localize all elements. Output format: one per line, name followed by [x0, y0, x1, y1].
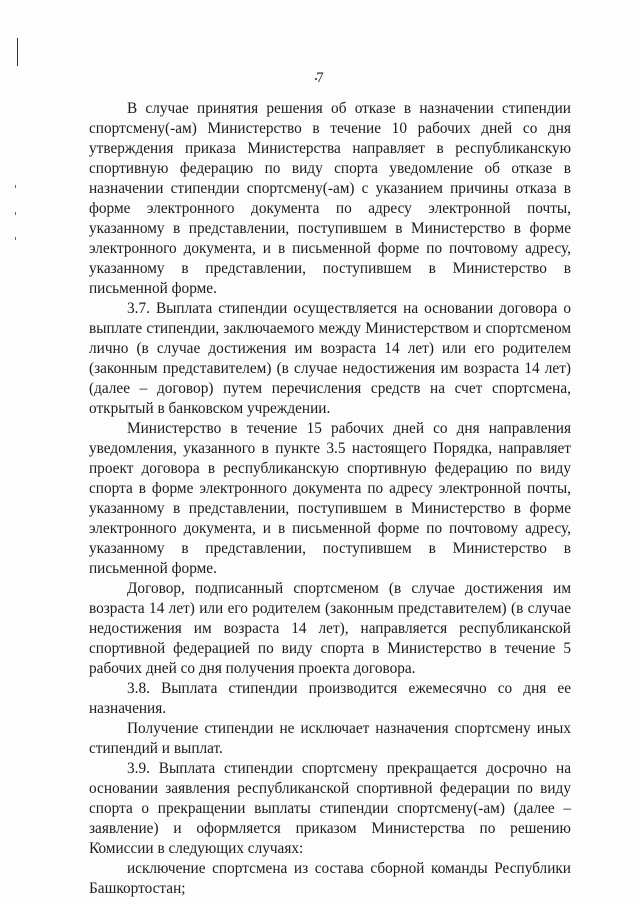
- page-number: 7: [316, 70, 324, 86]
- scan-margin-mark: [17, 38, 18, 66]
- paragraph-3-8: 3.8. Выплата стипендии производится ежемесячно со дня ее назначения.: [89, 680, 571, 717]
- paragraph-refusal-notice: В случае принятия решения об отказе в назначении стипендии спортсмену(-ам) Министерство в течение 10 рабочих дней со дня утверждения приказа Министерства направляет в республиканскую спортивную федерацию по виду спорта уведомление об отказе в назначении стипендии спортсмену(-ам) с указанием причины отказа в форме электронного документа по адресу электронной почты, указанному в представлении, поступившем в Министерство в форме электронного документа, и в письменной форме по почтовому адресу, указанному в представлении, поступившем в Министерство в письменной форме.: [89, 100, 571, 297]
- paragraph-other-payments: Получение стипендии не исключает назначения спортсмену иных стипендий и выплат.: [89, 720, 571, 757]
- paragraph-3-7: 3.7. Выплата стипендии осуществляется на основании договора о выплате стипендии, заключаемого между Министерством и спортсменом лично (в случае достижения им возраста 14 лет) или его родителем (законным представителем) (в случае недостижения им возраста 14 лет) (далее – договор) путем перечисления средств на счет спортсмена, открытый в банковском учреждении.: [89, 300, 571, 417]
- scan-margin-mark: [15, 237, 16, 240]
- paragraph-signed-contract: Договор, подписанный спортсменом (в случае достижения им возраста 14 лет) или его родителем (законным представителем) (в случае недостижения им возраста 14 лет), направляется республиканской спортивной федерацией по виду спорта в Министерство в течение 5 рабочих дней со дня получения проекта договора.: [89, 580, 571, 677]
- paragraph-contract-draft: Министерство в течение 15 рабочих дней со дня направления уведомления, указанного в пункте 3.5 настоящего Порядка, направляет проект договора в республиканскую спортивную федерацию по виду спорта в форме электронного документа по адресу электронной почты, указанному в представлении, поступившем в Министерство в форме электронного документа, и в письменной форме по почтовому адресу, указанному в представлении, поступившем в Министерство в письменной форме.: [89, 420, 571, 577]
- scan-margin-mark: [15, 212, 16, 215]
- body-text: [89, 99, 571, 899]
- paragraph-3-9: 3.9. Выплата стипендии спортсмену прекращается досрочно на основании заявления республиканской спортивной федерации по виду спорта о прекращении выплаты стипендии спортсмену(-ам) (далее – заявление) и оформляется приказом Министерства по решению Комиссии в следующих случаях:: [89, 760, 571, 857]
- paragraph-exclusion-case: исключение спортсмена из состава сборной команды Республики Башкортостан;: [89, 860, 571, 897]
- scan-margin-mark: [15, 185, 16, 188]
